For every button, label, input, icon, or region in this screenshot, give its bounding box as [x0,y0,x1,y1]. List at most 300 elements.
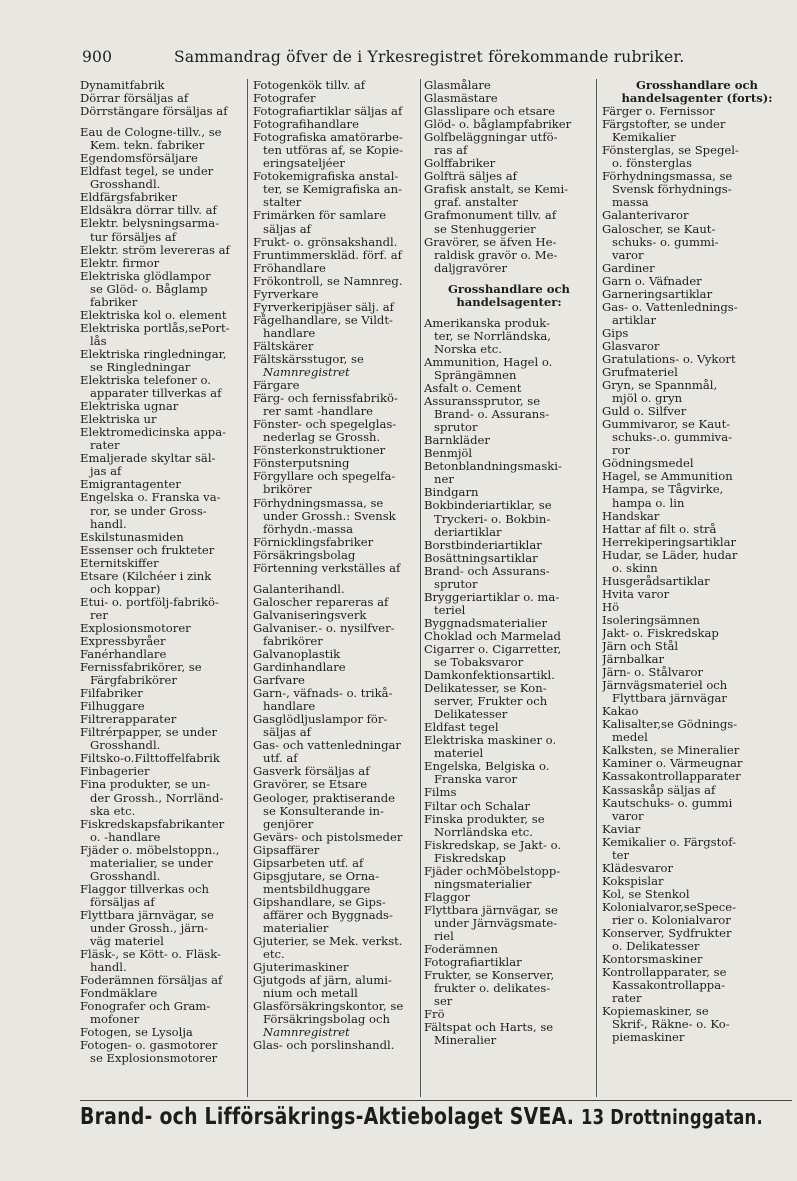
list-entry: riel [434,929,454,943]
list-entry: Gevärs- och pistolsmeder [253,829,403,844]
list-entry: Gjutgods af järn, alumi- [253,973,392,988]
list-entry: Essenser och frukteter [80,542,215,557]
list-entry: der Grossh., Norrländ- [90,790,224,805]
list-entry: sprutor [434,576,478,591]
list-entry: Gravörer, se Etsare [253,777,368,792]
list-entry: deriartiklar [434,524,502,539]
list-entry: Kol, se Stenkol [602,886,690,901]
list-entry: Grafisk anstalt, se Kemi- [424,182,569,197]
column-divider [247,79,248,1097]
list-entry: nium och metall [263,986,358,1001]
list-entry: Skrif-, Räkne- o. Ko- [612,1017,730,1032]
list-entry: fabrikörer [263,633,323,648]
list-entry: Färgfabrikörer [90,673,177,688]
list-entry: Fotografer [253,91,316,106]
list-entry: ror, se under Gross- [90,503,207,518]
list-entry: rater [90,438,120,453]
list-entry: Sprängämnen [434,367,517,382]
list-entry: Galoscher repareras af [253,594,389,609]
list-entry: Gasverk försäljas af [253,764,370,779]
list-entry: handlare [263,699,316,714]
list-entry: Dörrstängare försäljas af [80,104,228,119]
list-entry: Fina produkter, se un- [80,777,211,792]
list-entry: Järn och Stål [602,639,679,654]
list-entry: Golfbeläggningar utfö- [424,130,558,145]
list-entry: Expressbyråer [80,633,166,648]
column-4 [602,79,792,1044]
list-entry: Golffabriker [424,156,496,171]
list-entry: se Tobaksvaror [434,655,524,670]
list-entry: Fyrverkeripjäser sälj. af [253,299,394,314]
list-entry: eringsateljéer [263,156,345,171]
list-entry: Franska varor [434,772,518,787]
list-entry: Emigrantagenter [80,477,181,492]
list-entry: handlare [263,325,316,340]
list-entry: Gipsaffärer [253,842,320,857]
list-entry: schuks- o. gummi- [612,234,719,249]
list-entry: Frukter, se Konserver, [424,968,555,983]
list-entry: förhydn.-massa [263,521,354,536]
list-entry: Elektriska kol o. element [80,307,227,322]
list-entry: Elektriska ringledningar, [80,346,227,361]
list-entry: Hö [602,599,620,614]
list-entry: Flaggor tillverkas och [80,881,209,896]
list-entry: Dynamitfabrik [80,79,165,92]
list-entry: Kassakontrollappa- [612,978,726,993]
list-entry: Gödningsmedel [602,456,694,471]
list-entry: under Grossh.: Svensk [263,508,396,523]
list-entry: Elektromedicinska appa- [80,425,227,440]
list-entry: Galvaniser.- o. nysilfver- [253,620,395,635]
list-entry: ska etc. [90,803,136,818]
list-entry: Flyttbara järnvägar, se [424,902,558,917]
list-entry: Hudar, se Läder, hudar [602,547,738,562]
list-entry: Garfvare [253,673,305,688]
footer-text: Brand- och Lifförsäkrings-Aktiebolaget SVEA. [80,1104,575,1130]
list-entry: Fondmäklare [80,986,158,1001]
list-entry: Galanterivaror [602,208,689,223]
columns-area [80,79,792,1099]
list-entry: Ammunition, Hagel o. [424,354,553,369]
list-entry: Fotokemigrafiska anstal- [253,169,399,184]
list-entry: Gjuterimaskiner [253,960,349,975]
list-entry: Kautschuks- o. gummi [602,795,733,810]
list-entry: väg materiel [90,934,164,949]
list-entry: Fältskärsstugor, se [253,351,364,366]
list-entry: Gipsarbeten utf. af [253,855,364,870]
list-entry: Foderämnen försäljas af [80,973,223,988]
list-entry: Konserver, Sydfrukter [602,926,732,941]
list-entry: Eldsäkra dörrar tillv. af [80,203,217,218]
list-entry: mjöl o. gryn [612,391,683,406]
list-entry: Fönsterputsning [253,456,350,471]
list-entry: Delikatesser, se Kon- [424,681,547,696]
list-entry: Gipsgjutare, se Orna- [253,868,380,883]
list-entry: ror [612,443,631,458]
list-entry: stalter [263,195,302,210]
list-entry: Fjäder ochMöbelstopp- [424,863,561,878]
list-entry: Frukt- o. grönsakshandl. [253,234,398,249]
section-heading: Grosshandlare och [636,79,758,92]
list-entry: Norrländska etc. [434,824,533,839]
list-entry: etc. [263,947,285,962]
list-entry: Garn-, väfnads- o. trikå- [253,686,393,701]
list-entry: Eldfast tegel, se under [80,164,214,179]
list-entry: Brand- och Assurans- [424,563,550,578]
list-entry: Garneringsartiklar [602,286,713,301]
list-entry: Grafmonument tillv. af [424,208,557,223]
list-entry: Klädesvaror [602,860,674,875]
list-entry: Fotogen, se Lysolja [80,1025,193,1040]
list-entry: Glasslipare och etsare [424,104,556,119]
list-entry: Damkonfektionsartikl. [424,668,555,683]
list-entry: Kalisalter,se Gödnings- [602,717,738,732]
list-entry: Kemikalier [612,130,676,145]
list-entry: Förtenning verkställes af [253,560,401,575]
list-entry: Elektr. firmor [80,255,160,270]
column-divider [596,79,597,1097]
list-entry: Järnvägsmateriel och [602,678,728,693]
list-entry: Kontrollapparater, se [602,965,727,980]
list-entry: Galvaniseringsverk [253,607,367,622]
list-entry: genjörer [263,816,314,831]
list-entry: försäljas af [90,894,155,909]
list-entry: Finbagerier [80,764,150,779]
list-entry: Mineralier [434,1033,497,1048]
list-entry: under Grossh., järn- [90,921,209,935]
list-entry: Eldfärgsfabriker [80,190,178,205]
list-entry: Eau de Cologne-tillv., se [80,125,222,140]
footer-rule [80,1100,792,1101]
list-entry: Fanérhandlare [80,647,167,662]
list-entry: Gas- och vattenledningar [253,738,401,753]
list-entry: Fiskredskapsfabrikanter [80,816,225,831]
list-entry: Fonografer och Gram- [80,999,211,1014]
list-entry: Husgerådsartiklar [602,573,710,588]
list-entry: massa [612,195,649,210]
list-entry: Bryggeriartiklar o. ma- [424,589,560,604]
page-header [82,48,782,70]
list-entry: utf. af [263,751,298,766]
list-entry: Kokspislar [602,873,664,888]
list-entry: varor [612,247,644,262]
list-entry: o. fönsterglas [612,156,692,171]
list-entry: Choklad och Marmelad [424,628,561,643]
list-entry: Elektr. ström levereras af [80,242,230,257]
list-entry: Kemikalier o. Färgstof- [602,834,737,849]
list-entry: Fernissfabrikörer, se [80,660,202,675]
list-entry: Fyrverkare [253,286,319,301]
list-entry: hampa o. lin [612,495,685,510]
list-entry: Galvanoplastik [253,647,341,662]
list-entry: och koppar) [90,581,161,596]
list-entry: Cigarrer o. Cigarretter, [424,641,562,656]
list-entry: Fläsk-, se Kött- o. Fläsk- [80,947,221,962]
list-entry: Kassaskåp säljas af [602,782,716,797]
list-entry: Hattar af filt o. strå [602,521,717,536]
list-entry: se Explosionsmotorer [90,1051,218,1066]
list-entry: Kalksten, se Mineralier [602,743,740,758]
list-entry: Förnicklingsfabriker [253,534,374,549]
list-entry: Kontorsmaskiner [602,952,703,967]
list-entry: nederlag se Grossh. [263,430,381,445]
list-entry: Flyttbara järnvägar [612,691,727,706]
list-entry: Fotografiska amatörarbe- [253,130,403,145]
list-entry: se Konsulterande in- [263,803,384,818]
list-entry: Kakao [602,704,639,719]
list-entry: Frö [424,1007,445,1022]
list-entry: se Stenhuggerier [434,221,536,236]
advertisement-footer [80,1104,763,1144]
list-entry: ras af [434,143,468,158]
list-entry: Fotografihandlare [253,117,359,132]
list-entry: Bindgarn [424,485,479,500]
list-entry: Engelska o. Franska va- [80,490,221,505]
list-entry: Färgare [253,378,300,393]
list-entry: Emaljerade skyltar säl- [80,451,216,466]
list-entry: Garn o. Väfnader [602,273,702,288]
list-entry: Fröhandlare [253,260,326,275]
list-entry: Kaviar [602,821,641,836]
page-title: Sammandrag öfver de i Yrkesregistret förekommande rubriker. [174,48,685,66]
list-entry: Gasglödljuslampor för- [253,712,388,727]
list-entry: artiklar [612,312,657,327]
list-entry: under Järnvägsmate- [434,915,558,930]
list-entry: Fönster- och spegelglas- [253,417,397,432]
list-entry: jas af [90,464,122,479]
list-entry: ter [612,847,630,862]
list-entry: tur försäljes af [90,229,177,244]
list-entry: Herrekiperingsartiklar [602,534,737,549]
list-entry: Gipshandlare, se Gips- [253,894,386,909]
list-entry: ten utföras af, se Kopie- [263,143,404,158]
list-entry: Fotografiartiklar [424,955,522,970]
list-entry: Fågelhandlare, se Vildt- [253,312,393,327]
footer-address: 13 Drottninggatan. [580,1105,763,1129]
list-entry: Fotografiartiklar säljas af [253,104,403,119]
list-entry: Försäkringsbolag [253,547,356,562]
list-entry: handl. [90,516,127,531]
list-entry: ser [434,994,453,1009]
list-entry: Grosshandl. [90,738,161,753]
list-entry: Etsare (Kilchéer i zink [80,568,212,583]
list-entry: ter, se Kemigrafiska an- [263,182,403,197]
list-entry: Gardinhandlare [253,660,346,675]
list-entry: raldisk gravör o. Me- [434,247,558,262]
list-entry: teriel [434,602,466,617]
list-entry: Färgstofter, se under [602,117,726,132]
list-entry: ningsmaterialier [434,876,532,891]
list-entry: Elektriska maskiner o. [424,733,557,748]
list-entry: Galanterihandl. [253,581,345,596]
list-entry: Bokbinderiartiklar, se [424,498,552,513]
list-entry: Films [424,785,457,800]
list-entry: Fotogenkök tillv. af [253,79,366,92]
list-entry: Amerikanska produk- [424,315,551,330]
list-entry: Fönsterkonstruktioner [253,443,386,458]
list-entry: Delikatesser [434,707,508,722]
list-entry: Etui- o. portfölj-fabrikö- [80,594,219,609]
list-entry: Asfalt o. Cement [424,381,522,396]
list-entry: schuks-.o. gummiva- [612,430,733,445]
list-entry: sprutor [434,420,478,435]
list-entry: mentsbildhuggare [263,881,371,896]
list-entry: handl. [90,960,127,975]
list-entry: Foderämnen [424,942,498,957]
list-entry: Golfträ säljes af [424,169,517,184]
section-heading: Grosshandlare och [448,281,570,296]
list-entry: server, Frukter och [434,694,548,709]
list-entry: Glasförsäkringskontor, se [253,999,404,1014]
list-entry: Eternitskiffer [80,555,159,570]
list-entry: Filtrerapparater [80,712,177,727]
list-entry: Filfabriker [80,686,143,701]
list-entry: varor [612,808,644,823]
list-entry: brikörer [263,482,312,497]
list-entry: Förhydningsmassa, se [253,495,384,510]
list-entry: Bosättningsartiklar [424,550,538,565]
list-entry: ter, se Norrländska, [434,328,551,343]
list-entry: Dörrar försäljas af [80,91,189,106]
list-entry: Elektriska ugnar [80,399,179,414]
list-entry: Färger o. Fernissor [602,104,715,119]
list-entry: o. -handlare [90,829,161,844]
list-entry: Engelska, Belgiska o. [424,759,550,774]
list-entry: Benmjöl [424,446,473,461]
list-entry: Hampa, se Tågvirke, [602,482,724,497]
page-number: 900 [82,48,113,66]
list-entry: Elektr. belysningsarma- [80,216,220,231]
list-entry: Isoleringsämnen [602,612,700,627]
list-entry: ner [434,472,454,487]
list-entry: medel [612,730,648,745]
list-entry: materialier [263,921,329,935]
list-entry: Elektriska ur [80,412,157,427]
list-entry: Gravörer, se äfven He- [424,234,557,249]
section-heading: handelsagenter (forts): [621,91,773,106]
list-entry: Glasvaror [602,338,660,353]
list-entry: Namnregistret [263,365,350,380]
list-entry: Elektriska portlås,sePort- [80,320,230,335]
list-entry: Filtrérpapper, se under [80,725,217,740]
list-entry: lås [90,333,107,348]
section-heading: handelsagenter: [456,294,562,309]
list-entry: affärer och Byggnads- [263,907,393,922]
list-entry: Försäkringsbolag och [263,1012,390,1027]
list-entry: se Ringledningar [90,359,191,374]
list-entry: Gjuterier, se Mek. verkst. [253,934,403,949]
list-entry: Eskilstunasmiden [80,529,184,544]
list-entry: Namnregistret [263,1025,350,1040]
list-entry: Gardiner [602,260,655,275]
list-entry: Eldfast tegel [424,720,499,735]
list-entry: Gummivaror, se Kaut- [602,417,731,432]
list-entry: Färg- och fernissfabrikö- [253,391,398,406]
list-entry: Gratulations- o. Vykort [602,351,736,366]
list-entry: Järn- o. Stålvaror [602,665,704,680]
list-entry: Kopiemaskiner, se [602,1004,709,1019]
list-entry: Fönsterglas, se Spegel- [602,143,739,158]
list-entry: Assuranssprutor, se [424,394,541,409]
list-entry: se Glöd- o. Båglamp [90,281,208,296]
list-entry: mofoner [90,1012,140,1027]
list-entry: Grosshandl. [90,177,161,192]
column-divider [420,79,421,1097]
list-entry: Norska etc. [434,341,502,356]
list-entry: Fotogen- o. gasmotorer [80,1038,218,1053]
list-entry: Elektriska telefoner o. [80,373,211,388]
list-entry: Hvita varor [602,586,670,601]
list-entry: Fiskredskap [434,850,506,865]
list-entry: Elektriska glödlampor [80,268,211,283]
list-entry: Gips [602,325,629,340]
list-entry: rer samt -handlare [263,404,374,419]
list-entry: Fältskärer [253,338,314,353]
column-3 [424,79,594,1047]
list-entry: Förhydningsmassa, se [602,169,733,184]
list-entry: Flaggor [424,889,471,904]
list-entry: Filtar och Schalar [424,798,530,813]
list-entry: säljas af [263,221,311,236]
column-2 [253,79,419,1052]
list-entry: Fruntimmerskläd. förf. af [253,247,402,262]
list-entry: Kassakontrollapparater [602,769,741,784]
list-entry: Glasmålare [424,79,491,92]
list-entry: Filtsko-o.Filttoffelfabrik [80,751,220,766]
list-entry: Svensk förhydnings- [612,182,732,197]
list-entry: Fiskredskap, se Jakt- o. [424,837,562,852]
list-entry: rater [612,991,642,1006]
list-entry: Guld o. Silfver [602,404,687,419]
list-entry: Gas- o. Vattenlednings- [602,299,738,314]
list-entry: daljgravörer [434,260,507,275]
list-entry: materiel [434,746,484,761]
list-entry: Borstbinderiartiklar [424,537,542,552]
list-entry: graf. anstalter [434,195,518,210]
list-entry: Byggnadsmaterialier [424,615,548,630]
list-entry: Frökontroll, se Namnreg. [253,273,403,288]
list-entry: Fjäder o. möbelstoppn., [80,842,220,857]
list-entry: Flyttbara järnvägar, se [80,907,214,922]
list-entry: Kem. tekn. fabriker [90,138,205,153]
list-entry: Betonblandningsmaski- [424,459,562,474]
list-entry: Grosshandl. [90,868,161,883]
list-entry: Fältspat och Harts, se [424,1020,554,1035]
list-entry: Jakt- o. Fiskredskap [602,625,719,640]
list-entry: Explosionsmotorer [80,620,191,635]
list-entry: Frimärken för samlare [253,208,387,223]
list-entry: Tryckeri- o. Bokbin- [434,511,551,526]
list-entry: Glöd- o. båglampfabriker [424,117,572,132]
list-entry: Glas- och porslinshandl. [253,1038,395,1053]
list-entry: o. Delikatesser [612,939,700,954]
list-entry: Barnkläder [424,433,490,448]
list-entry: Finska produkter, se [424,811,545,826]
list-entry: Egendomsförsäljare [80,151,198,166]
list-entry: apparater tillverkas af [90,386,222,401]
list-entry: rier o. Kolonialvaror [612,913,731,927]
list-entry: Järnbalkar [602,652,665,667]
list-entry: Galoscher, se Kaut- [602,221,716,236]
list-entry: Filhuggare [80,699,145,714]
list-entry: Grufmateriel [602,365,678,380]
list-entry: Glasmästare [424,91,498,106]
list-entry: Geologer, praktiserande [253,790,395,805]
list-entry: Kolonialvaror,seSpece- [602,899,737,914]
list-entry: fabriker [90,294,138,309]
list-entry: rer [90,607,108,622]
list-entry: o. skinn [612,560,658,575]
